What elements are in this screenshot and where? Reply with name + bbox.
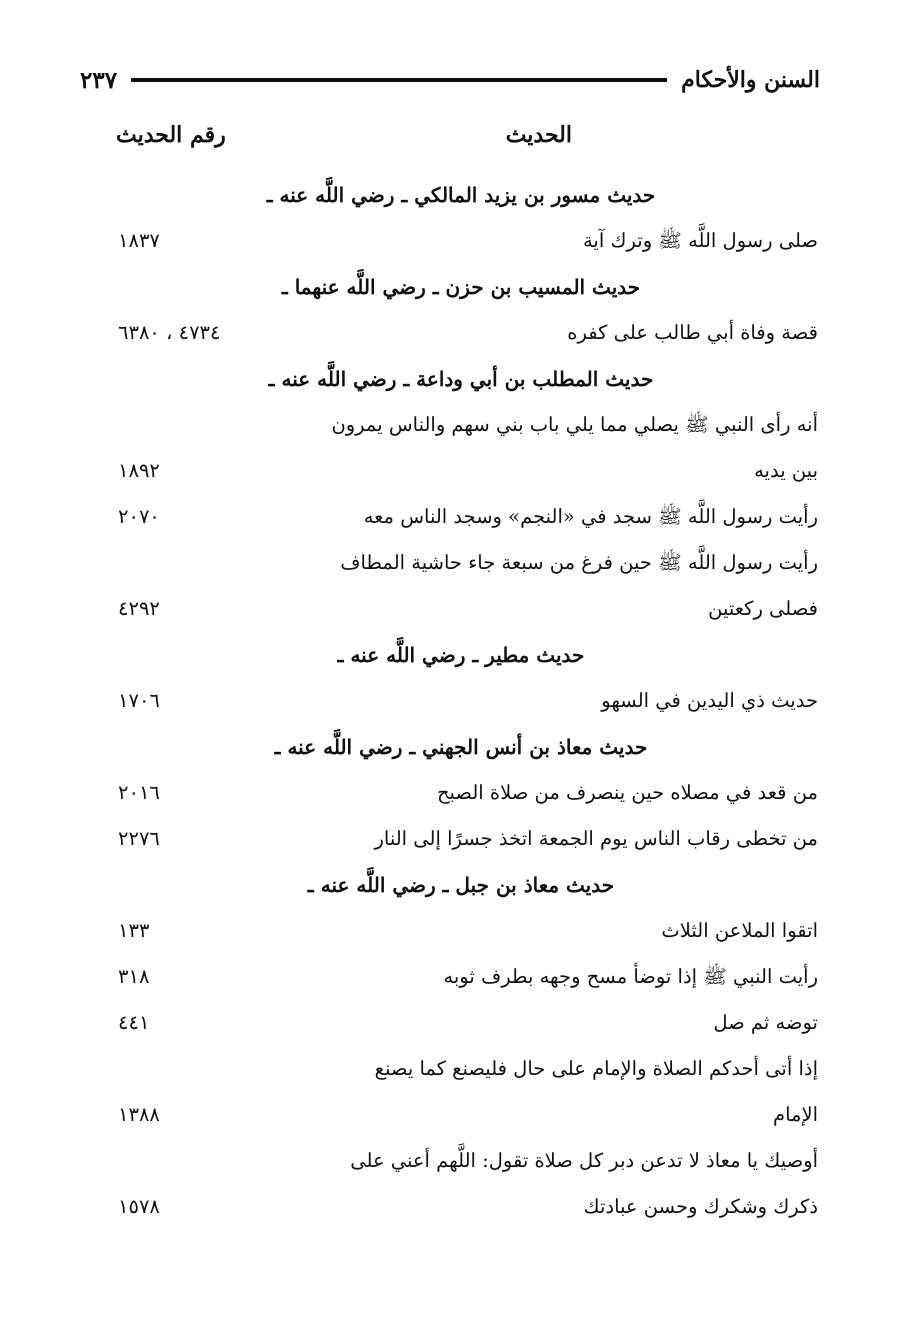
companion-section-heading xyxy=(0,866,922,912)
header-rule xyxy=(131,78,667,82)
hadith-text: رأيت رسول اللَّه ﷺ سجد في «النجم» وسجد الناس معه xyxy=(363,505,818,528)
hadith-index-list xyxy=(0,176,922,1234)
hadith-text: رأيت النبي ﷺ إذا توضأ مسح وجهه بطرف ثوبه xyxy=(443,965,818,988)
hadith-text: رأيت رسول اللَّه ﷺ حين فرغ من سبعة جاء حاشية المطاف xyxy=(340,551,818,574)
page-number: ٢٣٧ xyxy=(80,66,118,94)
companion-section-heading xyxy=(0,268,922,314)
hadith-number: ١٣٣ xyxy=(118,919,150,942)
hadith-number: ٣١٨ xyxy=(118,965,150,988)
section-title: حديث المسيب بن حزن ـ رضي اللَّه عنهما ـ xyxy=(281,275,641,299)
hadith-number: ١٧٠٦ xyxy=(118,689,160,712)
hadith-entry-row xyxy=(0,590,922,636)
hadith-entry-row xyxy=(0,452,922,498)
hadith-number: ٤٧٣٤ ، ٦٣٨٠ xyxy=(118,321,221,344)
section-title: حديث المطلب بن أبي وداعة ـ رضي اللَّه عنه ـ xyxy=(268,367,654,391)
hadith-text: أوصيك يا معاذ لا تدعن دبر كل صلاة تقول: اللَّهم أعني على xyxy=(350,1149,818,1172)
hadith-text: من قعد في مصلاه حين ينصرف من صلاة الصبح xyxy=(436,781,818,804)
hadith-entry-row xyxy=(0,820,922,866)
hadith-entry-row xyxy=(0,498,922,544)
hadith-entry-row xyxy=(0,544,922,590)
hadith-text: الإمام xyxy=(773,1103,818,1126)
hadith-text: إذا أتى أحدكم الصلاة والإمام على حال فليصنع كما يصنع xyxy=(374,1057,818,1080)
section-title: حديث معاذ بن جبل ـ رضي اللَّه عنه ـ xyxy=(307,873,615,897)
hadith-text: بين يديه xyxy=(754,459,818,482)
hadith-text: قصة وفاة أبي طالب على كفره xyxy=(567,321,818,344)
section-title: حديث مسور بن يزيد المالكي ـ رضي اللَّه عنه ـ xyxy=(266,183,656,207)
hadith-text: أنه رأى النبي ﷺ يصلي مما يلي باب بني سهم والناس يمرون xyxy=(331,413,818,436)
hadith-number: ٤٤١ xyxy=(118,1011,150,1034)
hadith-entry-row xyxy=(0,1142,922,1188)
section-title: حديث مطير ـ رضي اللَّه عنه ـ xyxy=(337,643,585,667)
hadith-number: ١٨٩٢ xyxy=(118,459,160,482)
hadith-text: من تخطى رقاب الناس يوم الجمعة اتخذ جسرًا إلى النار xyxy=(374,827,818,850)
hadith-entry-row xyxy=(0,222,922,268)
hadith-number: ١٣٨٨ xyxy=(118,1103,160,1126)
book-title: السنن والأحكام xyxy=(681,67,820,93)
companion-section-heading xyxy=(0,728,922,774)
running-header xyxy=(80,60,820,100)
hadith-column-header: الحديث xyxy=(505,122,572,148)
hadith-text: توضه ثم صل xyxy=(713,1011,818,1034)
hadith-number: ٤٢٩٢ xyxy=(118,597,160,620)
hadith-entry-row xyxy=(0,1188,922,1234)
hadith-entry-row xyxy=(0,406,922,452)
hadith-number: ٢٢٧٦ xyxy=(118,827,160,850)
hadith-text: حديث ذي اليدين في السهو xyxy=(601,689,818,712)
number-column-header: رقم الحديث xyxy=(116,122,226,148)
column-headers xyxy=(0,122,922,162)
hadith-text: صلى رسول اللَّه ﷺ وترك آية xyxy=(582,229,818,252)
hadith-number: ١٥٧٨ xyxy=(118,1195,160,1218)
hadith-entry-row xyxy=(0,1096,922,1142)
hadith-number: ٢٠٧٠ xyxy=(118,505,160,528)
companion-section-heading xyxy=(0,360,922,406)
hadith-text: ذكرك وشكرك وحسن عبادتك xyxy=(583,1195,818,1218)
hadith-number: ٢٠١٦ xyxy=(118,781,160,804)
hadith-entry-row xyxy=(0,1050,922,1096)
hadith-text: فصلى ركعتين xyxy=(708,597,818,620)
hadith-text: اتقوا الملاعن الثلاث xyxy=(661,919,818,942)
hadith-entry-row xyxy=(0,912,922,958)
companion-section-heading xyxy=(0,636,922,682)
hadith-entry-row xyxy=(0,958,922,1004)
companion-section-heading xyxy=(0,176,922,222)
hadith-entry-row xyxy=(0,774,922,820)
hadith-number: ١٨٣٧ xyxy=(118,229,160,252)
section-title: حديث معاذ بن أنس الجهني ـ رضي اللَّه عنه ـ xyxy=(274,735,648,759)
hadith-entry-row xyxy=(0,682,922,728)
hadith-entry-row xyxy=(0,314,922,360)
hadith-entry-row xyxy=(0,1004,922,1050)
